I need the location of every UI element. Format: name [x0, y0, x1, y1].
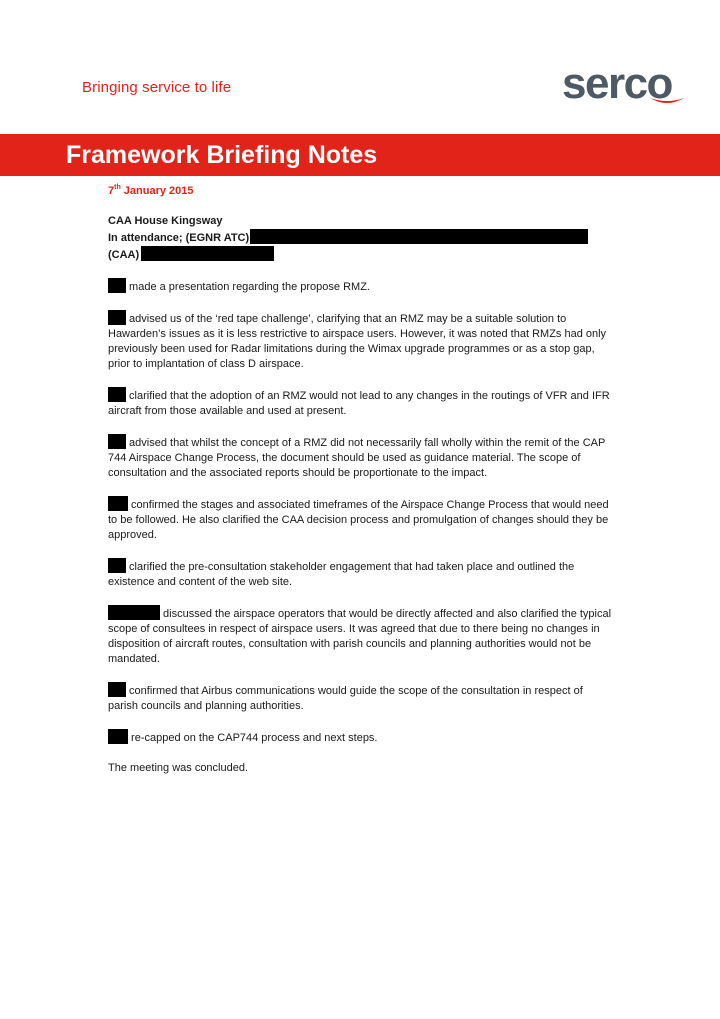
paragraph-text: confirmed that Airbus communications would guide the scope of the consultation in respect of parish councils and planning authorities. [108, 685, 583, 712]
paragraph [108, 387, 613, 419]
redaction-block [108, 682, 126, 697]
redaction-block [108, 496, 128, 511]
redaction-block [108, 387, 126, 402]
tagline: Bringing service to life [82, 79, 232, 96]
paragraph-text: re-capped on the CAP744 process and next steps. [128, 732, 378, 744]
paragraph-text: advised that whilst the concept of a RMZ did not necessarily fall wholly within the remit of the CAP 744 Airspace Change Process, the document should be used as guidance material. The scope of consultation and the associated reports should be proportionate to the impact. [108, 437, 606, 479]
redaction-block [108, 558, 126, 573]
redaction-block [108, 434, 126, 449]
paragraph-text: clarified the pre-consultation stakeholder engagement that had taken place and outlined the existence and content of the web site. [108, 561, 575, 588]
title-banner [0, 134, 720, 176]
logo-swoosh-icon [648, 96, 686, 106]
paragraph [108, 310, 613, 372]
closing-line: The meeting was concluded. [108, 762, 249, 774]
paragraph [108, 558, 613, 590]
paragraph-text: made a presentation regarding the propose RMZ. [126, 281, 370, 293]
date-rest: January 2015 [120, 185, 194, 197]
paragraph [108, 434, 613, 481]
redaction-block [108, 605, 160, 620]
paragraph [108, 605, 613, 667]
date-day: 7 [108, 185, 115, 197]
caa-line [108, 246, 613, 263]
redaction-block [141, 246, 274, 261]
logo-text: serco [562, 59, 672, 108]
paragraph [108, 682, 613, 714]
caa-label: (CAA) [108, 249, 140, 261]
meeting-location: CAA House Kingsway [108, 215, 223, 227]
meeting-date [108, 184, 613, 199]
page-title: Framework Briefing Notes [66, 141, 378, 169]
paragraph-text: clarified that the adoption of an RMZ would not lead to any changes in the routings of VFR and IFR aircraft from those available and used at present. [108, 390, 610, 417]
attendance-label: In attendance; (EGNR ATC) [108, 232, 250, 244]
paragraph-text: discussed the airspace operators that would be directly affected and also clarified the typical scope of consultees in respect of airspace users. It was agreed that due to there being no changes in disposition of aircraft routes, consultation with parish councils and planning authorities would not be mandated. [108, 608, 612, 665]
attendance-line [108, 229, 613, 246]
redaction-block [108, 278, 126, 293]
paragraph [108, 729, 613, 746]
paragraph-text: advised us of the ‘red tape challenge’, clarifying that an RMZ may be a suitable solution to Hawarden’s issues as it is less restrictive to airspace users. However, it was noted that RMZs had only previously been used for Radar limitations during the Wimax upgrade programmes or as a stop gap, prior to implantation of class D airspace. [108, 313, 607, 370]
paragraph-text: confirmed the stages and associated timeframes of the Airspace Change Process that would need to be followed. He also clarified the CAA decision process and promulgation of changes should they be approved. [108, 499, 609, 541]
paragraph [108, 278, 613, 295]
paragraph [108, 496, 613, 543]
redaction-block [108, 310, 126, 325]
date-suffix: th [114, 184, 121, 191]
redaction-block [250, 229, 588, 244]
briefing-content [108, 184, 613, 791]
redaction-block [108, 729, 128, 744]
